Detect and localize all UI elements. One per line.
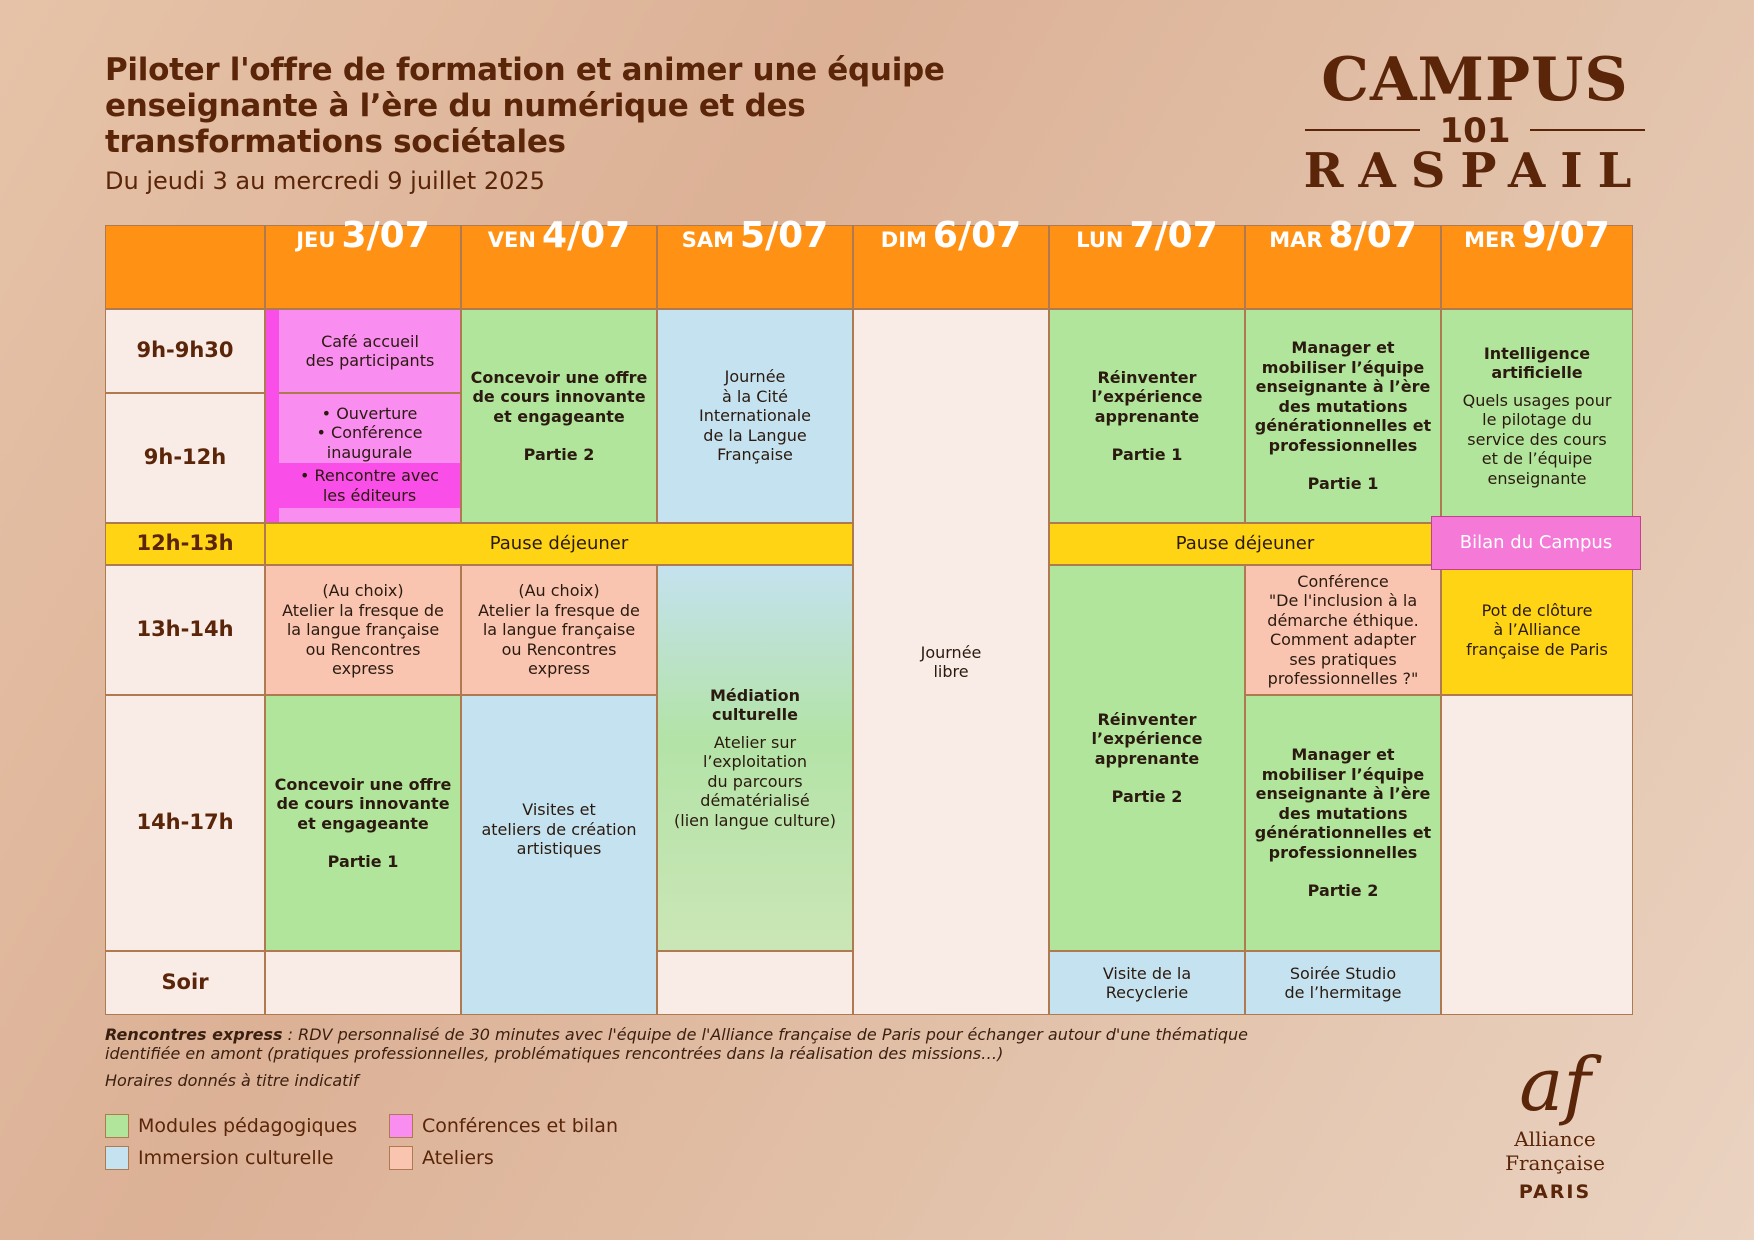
session-text: démarche éthique. [1267,610,1419,630]
session-reinventer-partie-2 [1049,565,1245,951]
session-text: française de Paris [1466,639,1608,659]
legend-item-immersion [105,1146,334,1170]
pink-accent-bar [266,310,279,522]
day-of-week: DIM [880,228,927,252]
session-text: l’exploitation [702,752,808,772]
legend-label: Conférences et bilan [422,1115,618,1137]
session-text: la langue française [286,620,440,640]
alliance-francaise-logo [1465,1042,1645,1203]
day-header-lun [1049,215,1245,309]
day-date: 6/07 [932,215,1022,256]
footnote-rencontres [105,1025,1365,1063]
logo-101: 101 [1439,111,1511,151]
session-title: apprenante [1094,406,1200,426]
page-title [105,52,1005,160]
session-pot-de-cloture [1441,565,1633,695]
session-visites-ateliers [461,695,657,1015]
session-title: apprenante [1094,748,1200,768]
session-title: Manager et [1291,338,1395,358]
session-manager-partie-1 [1245,309,1441,523]
session-title: l’expérience [1091,729,1203,748]
day-header-jeu [265,215,461,309]
legend-label: Ateliers [422,1147,494,1169]
session-journee-libre [853,309,1049,1015]
af-name: Alliance Française [1505,1127,1605,1175]
schedule-grid [105,215,1633,1015]
session-text: Atelier la fresque de [282,600,444,620]
session-part: Partie 1 [327,852,399,871]
day-header-dim [853,215,1049,309]
footnote-label: Rencontres express [105,1025,283,1044]
session-text: • Rencontre avec [300,466,439,485]
session-cite-langue-francaise [657,309,853,523]
day-header-mar [1245,215,1441,309]
legend-label: Immersion culturelle [138,1147,334,1169]
day-of-week: MER [1464,228,1516,252]
session-text: Soirée Studio [1289,963,1397,983]
pause-dejeuner: Pause déjeuner [1049,523,1441,565]
session-text: express [528,659,590,679]
footnote-text: : RDV personnalisé de 30 minutes avec l'équipe de l'Alliance française de Paris pour échanger autour d'une thématique [282,1025,1248,1044]
session-text: les éditeurs [322,485,417,505]
page-subtitle: Du jeudi 3 au mercredi 9 juillet 2025 [105,167,545,195]
session-text: du parcours [707,771,803,791]
title-line: enseignante à l’ère du numérique et des [105,88,806,124]
session-title: Concevoir une offre [470,367,648,387]
session-text: Française [717,445,793,465]
session-atelier-au-choix [461,565,657,695]
campus-raspail-logo [1300,45,1650,205]
session-soiree-studio [1245,951,1441,1015]
session-text: (Au choix) [322,581,404,601]
title-line: Piloter l'offre de formation et animer une équipe [105,52,945,88]
day-date: 5/07 [739,215,829,256]
session-title: générationnelles et [1254,416,1432,436]
session-part: Partie 1 [1111,445,1183,464]
session-part: Partie 1 [1307,474,1379,494]
session-title: Réinventer [1097,709,1197,729]
time-slot-label: 14h-17h [105,695,265,951]
day-header-mer [1441,215,1633,309]
day-of-week: MAR [1269,228,1323,252]
session-concevoir-partie-1 [265,695,461,951]
day-header-sam [657,215,853,309]
session-text: libre [933,662,969,681]
session-title: Intelligence [1483,343,1591,363]
session-concevoir-partie-2 [461,309,657,523]
session-text: Journée [724,367,786,387]
session-text: • Ouverture [321,403,418,423]
session-title: des mutations [1278,396,1408,416]
legend-swatch [389,1146,413,1170]
day-of-week: LUN [1076,228,1124,252]
session-ouverture [279,403,460,463]
time-slot-label: 9h-9h30 [105,309,265,393]
session-text: Recyclerie [1105,983,1189,1002]
legend-swatch [389,1114,413,1138]
session-text: la langue française [482,620,636,640]
session-part: Partie 2 [523,445,595,464]
session-title: de cours innovante [276,794,450,813]
session-text: des participants [305,351,435,370]
logo-rule [1530,129,1645,131]
session-text: Quels usages pour [1462,390,1612,410]
session-title: professionnelles [1268,435,1418,455]
session-text: Pot de clôture [1481,600,1593,620]
session-text: et de l’équipe [1481,449,1593,469]
day-date: 7/07 [1129,215,1218,256]
day-of-week: JEU [296,228,336,252]
session-text: le pilotage du [1482,410,1592,430]
session-text: (Au choix) [518,581,600,601]
empty-cell [265,951,461,1015]
day-of-week: SAM [681,228,734,252]
day-date: 8/07 [1328,215,1417,256]
session-text: professionnelles ?" [1267,669,1419,688]
legend-item-conferences [389,1114,618,1138]
session-text: à la Cité [722,386,788,406]
session-title: Réinventer [1097,367,1197,387]
session-conference-inclusion [1245,565,1441,695]
session-title: enseignante à l’ère [1255,377,1431,397]
session-atelier-au-choix [265,565,461,695]
day-date: 4/07 [541,215,631,256]
session-intelligence-artificielle [1441,309,1633,523]
session-text: Café accueil [321,331,419,351]
session-mediation-culturelle [657,565,853,951]
session-title: enseignante à l’ère [1255,784,1431,804]
session-title: générationnelles et [1254,823,1432,843]
session-text: à l’Alliance [1493,620,1581,640]
time-slot-label: 9h-12h [105,393,265,523]
session-title: artificielle [1491,363,1583,383]
session-text: ateliers de création [481,819,637,839]
af-city: PARIS [1518,1181,1592,1203]
session-text: Internationale [699,406,811,426]
session-title: et engageante [297,813,429,833]
session-text: Atelier la fresque de [478,600,640,620]
session-title: de cours innovante [472,387,646,406]
time-slot-label: 12h-13h [105,523,265,565]
session-title: Concevoir une offre [274,774,452,794]
session-text: "De l'inclusion à la [1268,591,1418,610]
session-title: des mutations [1278,803,1408,823]
footnote-horaires: Horaires donnés à titre indicatif [105,1071,359,1090]
session-reinventer-partie-1 [1049,309,1245,523]
day-date: 9/07 [1521,215,1610,256]
header-corner [105,225,265,309]
session-text: ou Rencontres [501,639,617,659]
footnote-text: identifiée en amont (pratiques professionnelles, problématiques rencontrées dans la réalisation des missions…) [105,1044,1004,1063]
session-part: Partie 2 [1111,787,1183,806]
session-title: professionnelles [1268,842,1418,862]
session-text: artistiques [516,839,602,858]
time-slot-label: 13h-14h [105,565,265,695]
session-text: ses pratiques [1289,649,1397,669]
session-text: express [332,659,394,679]
session-text: inaugurale [326,442,413,462]
session-text: de l’hermitage [1284,983,1402,1002]
session-manager-partie-2 [1245,695,1441,951]
session-text: Visites et [522,800,596,819]
session-text: de la Langue [703,425,807,445]
session-text: ou Rencontres [305,639,421,659]
empty-cell [1441,695,1633,1015]
session-text: Visite de la [1102,963,1192,983]
session-title: Manager et [1291,745,1395,765]
legend-swatch [105,1114,129,1138]
session-rencontre-editeurs [279,463,460,508]
time-slot-label: Soir [105,951,265,1015]
af-mark: af [1519,1042,1591,1128]
session-text: Comment adapter [1269,630,1417,649]
legend-label: Modules pédagogiques [138,1115,358,1137]
session-title: l’expérience [1091,387,1203,406]
day-date: 3/07 [341,215,430,256]
empty-cell [657,951,853,1015]
legend-swatch [105,1146,129,1170]
session-title: mobiliser l’équipe [1261,764,1425,784]
session-part: Partie 2 [1307,881,1379,901]
session-title: mobiliser l’équipe [1261,357,1425,377]
session-bilan-campus: Bilan du Campus [1431,516,1641,570]
legend-item-modules [105,1114,357,1138]
session-text: Conférence [1297,571,1389,591]
session-text: enseignante [1487,468,1587,488]
pause-dejeuner: Pause déjeuner [265,523,853,565]
day-header-ven [461,215,657,309]
session-visite-recyclerie [1049,951,1245,1015]
session-text: • Conférence [316,423,423,443]
legend-item-ateliers [389,1146,494,1170]
session-title: Médiation [709,685,801,705]
logo-campus: CAMPUS [1321,45,1629,115]
logo-raspail: RASPAIL [1303,143,1647,199]
session-text: (lien langue culture) [674,810,836,830]
session-title: et engageante [493,406,625,426]
session-text: dématérialisé [700,791,810,811]
session-cafe-accueil [265,309,461,393]
day-of-week: VEN [487,228,536,252]
title-line: transformations sociétales [105,124,566,160]
session-text: Atelier sur [713,732,797,752]
session-title: culturelle [712,705,798,725]
session-text: Journée [920,642,982,662]
session-text: service des cours [1467,429,1607,449]
